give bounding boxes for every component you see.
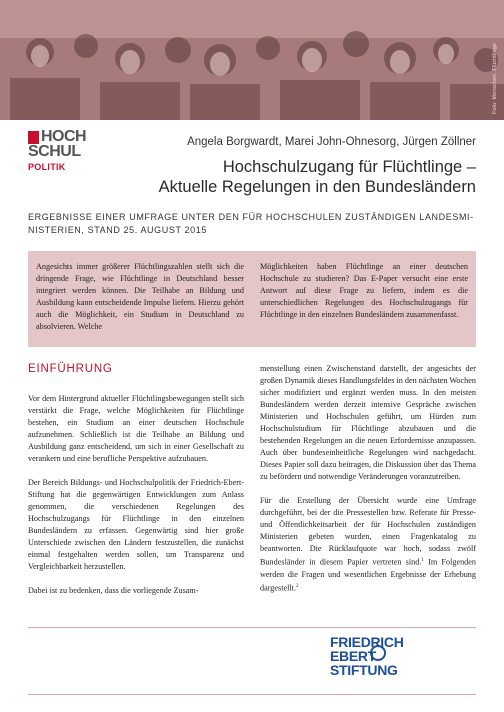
divider bbox=[28, 627, 476, 628]
logo-line-2: SCHUL bbox=[28, 143, 81, 160]
footnote-marker[interactable]: 1 bbox=[421, 558, 424, 563]
paragraph-text: Für die Erstellung der Übersicht wurde eine Umfrage durchgeführt, bei der die Pressestellen bzw. Referate für Presse- und Öffentlichkeitsarbeit der für Hochschulen zuständigen Ministerien gebeten wurden, einen Fragenkatalog zu beantworten. Die Rücklaufquote war hoch, sodass zwölf Bundesländer in diesem Papier vertreten sind. bbox=[260, 496, 476, 567]
subtitle-line-2: NISTERIEN, STAND 25. AUGUST 2015 bbox=[28, 225, 207, 235]
paragraph: menstellung einen Zwischenstand darstellt, der angesichts der großen Dynamik dieses Handlungsfeldes in den nächsten Wochen sicher modifiziert und ergänzt werden muss. In den meisten Bundesländern werden derzeit intensive Gespräche zwischen Ministerien und Hochschulen geführt, um Hürden zum Hochschulstudium für Flüchtlinge abzubauen und die bestehenden Regelungen an die neuen Erfordernisse anzupassen. Auch über bundeseinheitliche Regelungen wird nachgedacht. Dieses Papier soll dazu beitragen, die Diskussion über das Thema zu befördern und notwendige Veränderungen voranzutreiben. bbox=[260, 364, 476, 481]
document-subtitle bbox=[28, 211, 476, 237]
logo-line-3: POLITIK bbox=[28, 162, 66, 172]
abstract-box bbox=[28, 251, 476, 347]
document-title bbox=[159, 157, 476, 197]
divider bbox=[28, 694, 476, 695]
crowd-photo-illustration bbox=[0, 0, 504, 120]
photo-credit: Foto: Menschen, Flüchtlinge bbox=[492, 43, 498, 114]
paragraph: Dabei ist zu bedenken, dass die vorliegende Zusam- bbox=[28, 586, 199, 595]
paragraph: Vor dem Hintergrund aktueller Flüchtlingsbewegungen stellt sich verstärkt die Frage, welche Möglichkeiten für Flüchtlinge bestehen, ein Studium an einer deutschen Hochschule aufzunehmen. Schließlich ist die Teilhabe an Bildung und Ausbildung ganz entscheidend, um sich in einer Gesellschaft zu verankern und eine berufliche Perspektive aufzubauen. bbox=[28, 394, 244, 463]
footnote-marker[interactable]: 2 bbox=[296, 583, 299, 589]
fes-logo-line-1: FRIEDRICH bbox=[330, 634, 404, 650]
abstract-left: Angesichts immer größerer Flüchtlingszahlen stellt sich die dringende Frage, wie Flüchtlinge in Deutschland besser integriert werden können. Die Teilhabe an Bildung und Ausbildung kann entscheidende Impulse liefern. Hierzu gehört auch die Möglichkeit, ein Studium in Deutschland zu absolvieren. Welche bbox=[36, 262, 244, 331]
fes-logo-line-3: STIFTUNG bbox=[330, 662, 398, 678]
body-column-left bbox=[28, 363, 244, 609]
section-heading: EINFÜHRUNG bbox=[28, 363, 113, 375]
header-photo bbox=[0, 0, 504, 120]
authors: Angela Borgwardt, Marei John-Ohnesorg, Jürgen Zöllner bbox=[187, 136, 476, 148]
globe-icon bbox=[370, 645, 386, 661]
logo-line-1: HOCH bbox=[41, 128, 87, 145]
abstract-right: Möglichkeiten haben Flüchtlinge an einer deutschen Hochschule zu studieren? Das E-Paper versucht eine erste Antwort auf diese Frage zu liefern, indem es die unterschiedlichen Regelungen des Hochschulzugangs für Flüchtlinge in den einzelnen Bundesländern zusammenfasst. bbox=[260, 262, 468, 319]
title-line-2: Aktuelle Regelungen in den Bundesländern bbox=[158, 178, 476, 196]
hochschulpolitik-logo bbox=[28, 129, 92, 181]
body-column-right bbox=[260, 363, 476, 606]
paragraph: Der Bereich Bildungs- und Hochschulpolitik der Friedrich-Ebert-Stiftung hat die gegenwärtigen Entwicklungen zum Anlass genommen, die verschiedenen Regelungen des Hochschulzugangs für Flüchtlinge in den einzelnen Bundesländern zu erfassen. Gegenwärtig sind hier große Unterschiede zwischen den Ländern festzustellen, die zunächst einmal festgehalten werden sollen, um Transparenz und Vergleichbarkeit herzustellen. bbox=[28, 478, 244, 571]
paragraph-text: Im Folgenden werden die Fragen und wesentlichen Ergebnisse der Erhebung dargestellt. bbox=[260, 557, 476, 593]
paragraph bbox=[260, 495, 476, 594]
subtitle-line-1: ERGEBNISSE EINER UMFRAGE UNTER DEN FÜR HOCHSCHULEN ZUSTÄNDIGEN LANDESMI- bbox=[28, 212, 474, 222]
fes-logo-line-2: EBERT bbox=[330, 648, 376, 664]
title-line-1: Hochschulzugang für Flüchtlinge – bbox=[222, 158, 476, 176]
friedrich-ebert-stiftung-logo bbox=[330, 635, 440, 687]
